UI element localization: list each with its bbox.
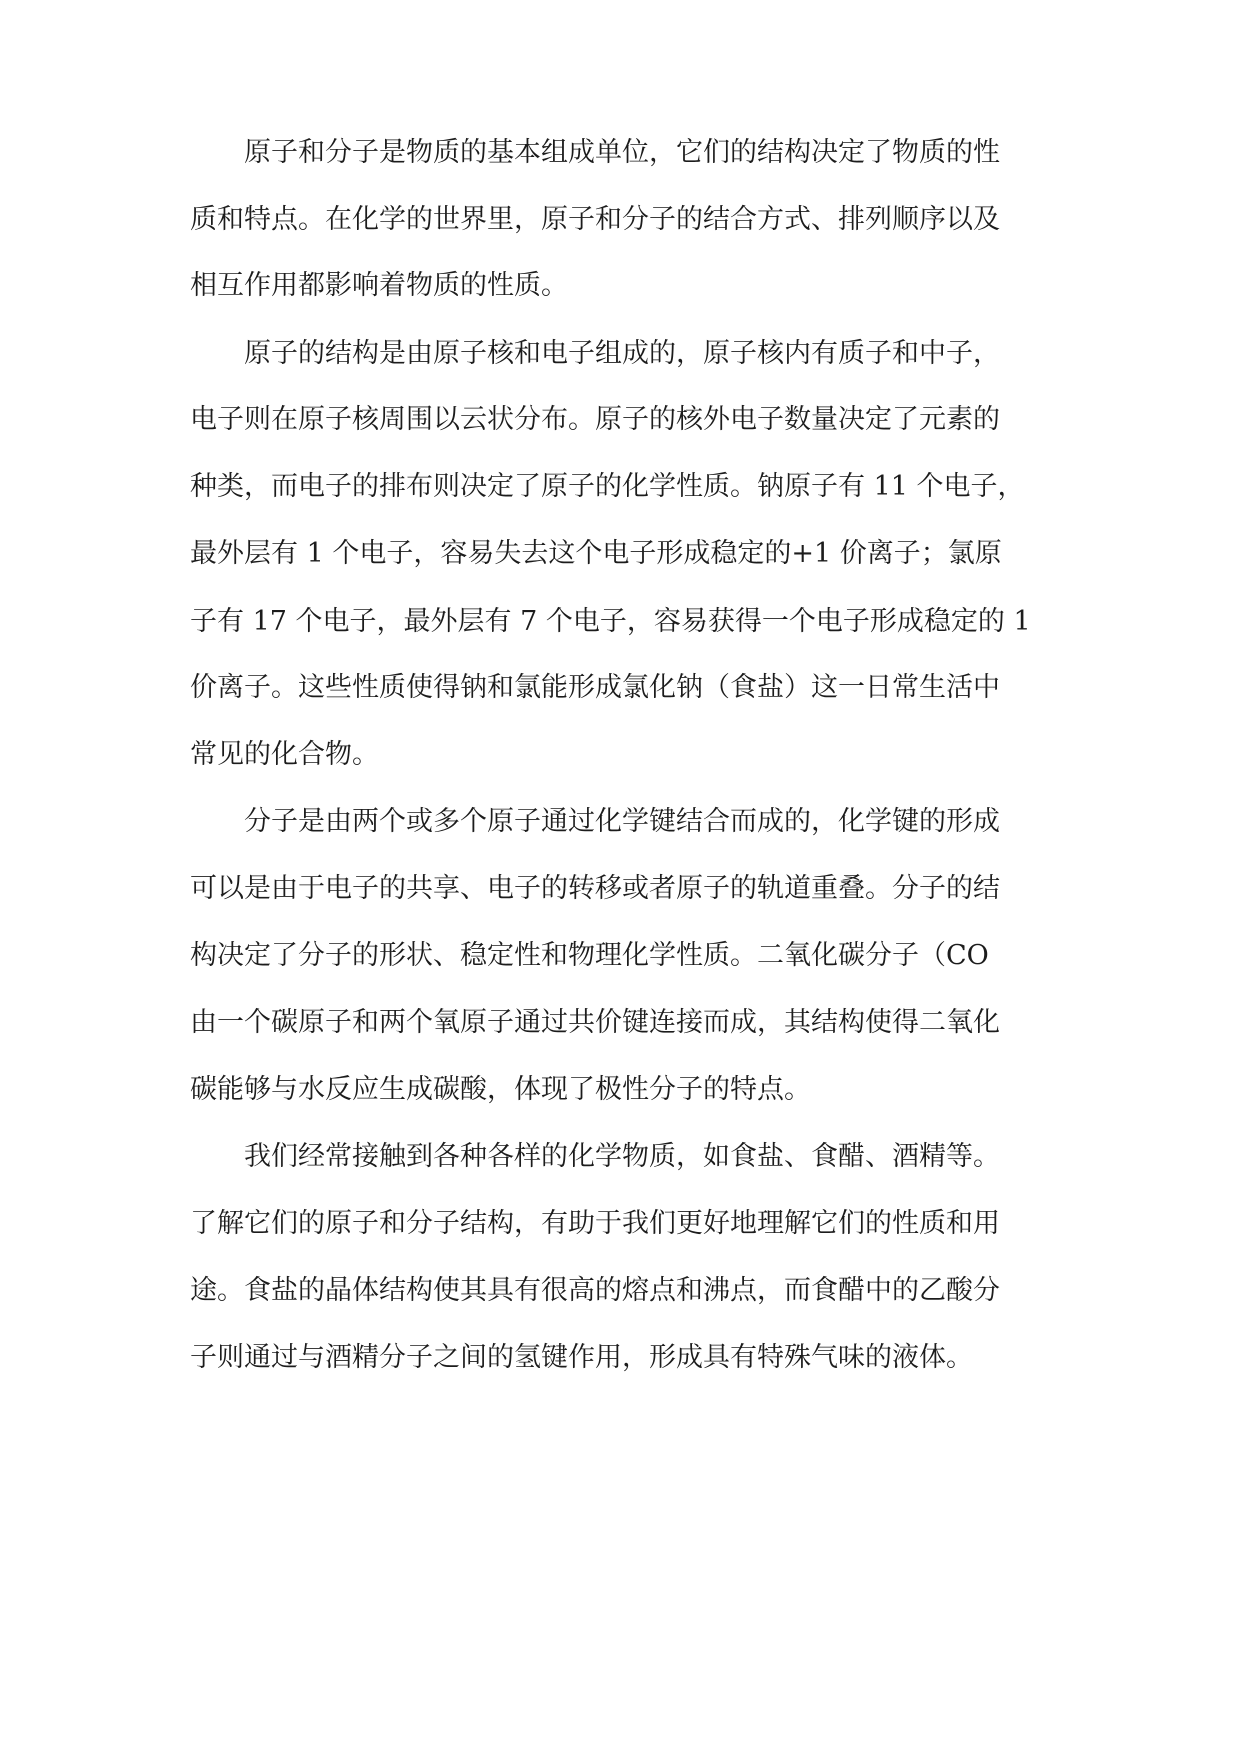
paragraph-3-line-3: 构决定了分子的形状、稳定性和物理化学性质。二氧化碳分子（CO xyxy=(190,940,989,971)
paragraph-2-line-6: 价离子。这些性质使得钠和氯能形成氯化钠（食盐）这一日常生活中 xyxy=(190,672,1000,703)
paragraph-4-line-1: 我们经常接触到各种各样的化学物质，如食盐、食醋、酒精等。 xyxy=(244,1141,1000,1172)
paragraph-2-line-4: 最外层有 1 个电子，容易失去这个电子形成稳定的+1 价离子；氯原 xyxy=(190,538,1002,569)
paragraph-4-line-2: 了解它们的原子和分子结构，有助于我们更好地理解它们的性质和用 xyxy=(190,1208,1000,1239)
paragraph-3-line-2: 可以是由于电子的共享、电子的转移或者原子的轨道重叠。分子的结 xyxy=(190,873,1000,904)
paragraph-3-line-4: 由一个碳原子和两个氧原子通过共价键连接而成，其结构使得二氧化 xyxy=(190,1007,1000,1038)
paragraph-2-line-5: 子有 17 个电子，最外层有 7 个电子，容易获得一个电子形成稳定的 1 xyxy=(190,606,1031,637)
paragraph-1-line-1: 原子和分子是物质的基本组成单位，它们的结构决定了物质的性 xyxy=(244,137,1000,168)
paragraph-3-line-5: 碳能够与水反应生成碳酸，体现了极性分子的特点。 xyxy=(190,1074,811,1105)
paragraph-4-line-4: 子则通过与酒精分子之间的氢键作用，形成具有特殊气味的液体。 xyxy=(190,1342,973,1373)
paragraph-2-line-3: 种类，而电子的排布则决定了原子的化学性质。钠原子有 11 个电子， xyxy=(190,471,1025,502)
paragraph-1-line-2: 质和特点。在化学的世界里，原子和分子的结合方式、排列顺序以及 xyxy=(190,204,1000,235)
paragraph-2-line-2: 电子则在原子核周围以云状分布。原子的核外电子数量决定了元素的 xyxy=(190,404,1000,435)
paragraph-2-line-1: 原子的结构是由原子核和电子组成的，原子核内有质子和中子， xyxy=(244,338,1000,369)
paragraph-3-line-1: 分子是由两个或多个原子通过化学键结合而成的，化学键的形成 xyxy=(244,806,1000,837)
paragraph-1-line-3: 相互作用都影响着物质的性质。 xyxy=(190,270,568,301)
paragraph-4-line-3: 途。食盐的晶体结构使其具有很高的熔点和沸点，而食醋中的乙酸分 xyxy=(190,1275,1000,1306)
paragraph-2-line-7: 常见的化合物。 xyxy=(190,739,379,770)
